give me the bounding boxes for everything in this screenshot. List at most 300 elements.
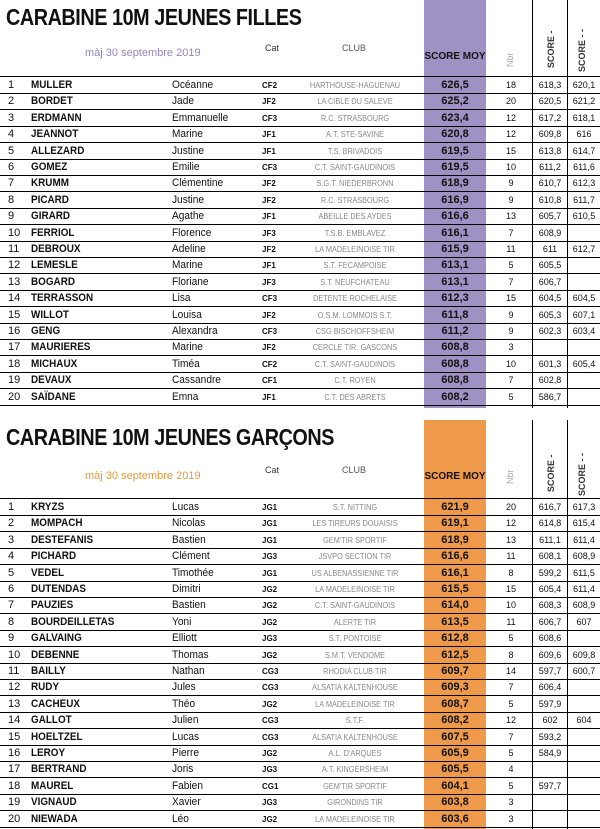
rank-cell: 3 <box>8 111 15 124</box>
last-name-cell: CACHEUX <box>31 697 80 710</box>
rank-cell: 13 <box>8 275 21 288</box>
average-score-cell: 612,5 <box>441 648 469 661</box>
first-name-cell: Marine <box>172 259 203 272</box>
club-cell: JSVPO SECTION TIR <box>318 552 392 562</box>
score-minus-minus-cell: 612,3 <box>572 178 596 189</box>
table-row <box>0 565 600 582</box>
rank-cell: 19 <box>8 374 21 387</box>
match-count-cell: 5 <box>508 748 514 758</box>
rank-cell: 18 <box>8 779 21 792</box>
rank-cell: 10 <box>8 226 21 239</box>
club-cell: S.T.F. <box>345 716 365 726</box>
score-minus-cell: 609,8 <box>538 129 562 140</box>
match-count-cell: 3 <box>508 797 514 808</box>
category-cell: JG3 <box>262 798 278 808</box>
category-cell: JG2 <box>262 814 278 824</box>
table-row <box>0 499 600 516</box>
last-name-cell: SAÏDANE <box>31 390 76 403</box>
category-cell: JF2 <box>262 97 276 107</box>
table-row <box>0 532 600 549</box>
average-score-cell: 605,5 <box>441 763 469 776</box>
average-score-cell: 619,5 <box>441 161 469 173</box>
category-cell: JF1 <box>262 261 276 271</box>
category-cell: JG3 <box>262 765 278 775</box>
average-score-cell: 616,6 <box>441 550 469 563</box>
score-minus-minus-cell: 610,5 <box>572 211 596 222</box>
first-name-cell: Marine <box>172 341 203 354</box>
average-score-cell: 620,8 <box>441 128 469 141</box>
table-row <box>0 778 600 795</box>
table-row <box>0 290 600 307</box>
rank-cell: 17 <box>8 763 21 776</box>
score-minus-minus-cell: 612,7 <box>572 244 596 254</box>
rank-cell: 17 <box>8 341 21 354</box>
rank-cell: 2 <box>8 517 15 530</box>
average-score-cell: 605,9 <box>441 747 469 759</box>
average-score-cell: 625,2 <box>441 95 469 108</box>
table-row <box>0 307 600 324</box>
match-count-cell: 12 <box>505 129 516 140</box>
first-name-cell: Justine <box>172 193 205 206</box>
club-cell: A.L. D'ARQUES <box>328 749 382 758</box>
boys-header-score: SCORE MOY <box>424 471 486 482</box>
first-name-cell: Justine <box>172 144 205 157</box>
club-cell: GEM'TIR SPORTIF <box>323 781 387 791</box>
category-cell: JG3 <box>262 634 278 644</box>
club-cell: C.T. ROYEN <box>334 376 376 386</box>
score-minus-cell: 597,7 <box>538 666 562 676</box>
category-cell: JG2 <box>262 601 278 611</box>
score-minus-cell: 610,8 <box>538 194 562 205</box>
first-name-cell: Marine <box>172 128 203 141</box>
table-row <box>0 745 600 762</box>
last-name-cell: FERRIOL <box>31 226 75 239</box>
club-cell: LA MADELEINOISE TIR <box>315 245 395 254</box>
first-name-cell: Florence <box>172 226 212 239</box>
score-minus-cell: 609,6 <box>538 649 562 660</box>
club-cell: R.C. STRASBOURG <box>320 195 390 205</box>
first-name-cell: Lisa <box>172 292 191 305</box>
rank-cell: 11 <box>8 243 20 255</box>
category-cell: CF1 <box>262 376 278 386</box>
category-cell: CG1 <box>262 781 279 791</box>
last-name-cell: BORDET <box>31 95 73 108</box>
match-count-cell: 5 <box>508 391 514 402</box>
average-score-cell: 608,2 <box>441 390 469 403</box>
match-count-cell: 9 <box>508 309 514 320</box>
score-minus-cell: 605,3 <box>538 309 562 320</box>
score-minus-cell: 618,3 <box>538 80 562 90</box>
category-cell: CF3 <box>262 294 278 304</box>
score-minus-minus-cell: 603,4 <box>572 326 596 336</box>
boys-header-score-minus: SCORE - <box>546 454 556 492</box>
average-score-cell: 608,7 <box>441 697 469 710</box>
table-row <box>0 110 600 127</box>
last-name-cell: GOMEZ <box>31 161 68 173</box>
last-name-cell: GALVAING <box>31 632 82 645</box>
table-row <box>0 225 600 242</box>
average-score-cell: 608,8 <box>441 341 469 354</box>
first-name-cell: Nathan <box>172 665 205 677</box>
average-score-cell: 604,1 <box>441 779 469 792</box>
category-cell: JG3 <box>262 552 278 562</box>
first-name-cell: Louisa <box>172 308 202 321</box>
rank-cell: 15 <box>8 730 21 743</box>
rank-cell: 20 <box>8 812 21 825</box>
rank-cell: 18 <box>8 357 21 370</box>
first-name-cell: Yoni <box>172 615 192 628</box>
first-name-cell: Clément <box>172 550 210 563</box>
first-name-cell: Bastien <box>172 533 206 546</box>
category-cell: JF1 <box>262 146 276 156</box>
boys-date: màj 30 septembre 2019 <box>85 470 201 482</box>
score-minus-cell: 606,7 <box>538 616 562 627</box>
score-minus-cell: 584,9 <box>538 748 562 758</box>
match-count-cell: 9 <box>508 194 514 205</box>
match-count-cell: 12 <box>505 112 516 123</box>
club-cell: LA MADELEINOISE TIR <box>315 699 395 709</box>
rank-cell: 16 <box>8 325 21 337</box>
table-row <box>0 175 600 192</box>
first-name-cell: Clémentine <box>172 177 224 190</box>
score-minus-minus-cell: 617,3 <box>572 502 596 512</box>
first-name-cell: Emmanuelle <box>172 111 229 124</box>
boys-section <box>0 420 600 829</box>
category-cell: CF3 <box>262 327 278 336</box>
score-minus-minus-cell: 608,9 <box>572 551 596 562</box>
rank-cell: 8 <box>8 615 15 628</box>
first-name-cell: Fabien <box>172 779 203 792</box>
category-cell: JF1 <box>262 130 276 140</box>
rank-cell: 20 <box>8 390 21 403</box>
category-cell: JF2 <box>262 343 276 353</box>
first-name-cell: Océanne <box>172 79 214 91</box>
last-name-cell: JEANNOT <box>31 128 79 141</box>
match-count-cell: 15 <box>505 145 516 156</box>
girls-header-nbr: Nbr <box>505 52 515 67</box>
rank-cell: 14 <box>8 292 21 305</box>
club-cell: S.T. PONTOISE <box>328 634 382 644</box>
last-name-cell: NIEWADA <box>31 812 78 825</box>
table-row <box>0 630 600 647</box>
rank-cell: 6 <box>8 161 15 173</box>
match-count-cell: 8 <box>508 649 514 660</box>
table-row <box>0 323 600 340</box>
first-name-cell: Floriane <box>172 275 209 288</box>
average-score-cell: 607,5 <box>441 730 469 743</box>
match-count-cell: 13 <box>505 534 516 545</box>
last-name-cell: BAILLY <box>31 665 66 677</box>
table-row <box>0 729 600 746</box>
score-minus-cell: 608,9 <box>538 227 562 238</box>
average-score-cell: 611,8 <box>441 308 469 321</box>
first-name-cell: Lucas <box>172 730 200 743</box>
club-cell: A.T. STE-SAVINE <box>326 130 384 140</box>
first-name-cell: Lucas <box>172 501 200 513</box>
first-name-cell: Jules <box>172 681 196 694</box>
last-name-cell: MAUREL <box>31 779 74 792</box>
club-cell: ALERTE TIR <box>333 617 377 627</box>
score-minus-minus-cell: 611,6 <box>573 162 595 172</box>
club-cell: LA MADELEINOISE TIR <box>315 585 395 594</box>
match-count-cell: 5 <box>508 780 514 791</box>
table-row <box>0 159 600 176</box>
rank-cell: 19 <box>8 796 21 809</box>
category-cell: JF3 <box>262 277 276 287</box>
score-minus-minus-cell: 604,5 <box>572 293 596 304</box>
category-cell: JF3 <box>262 228 276 238</box>
last-name-cell: ERDMANN <box>31 111 82 124</box>
category-cell: JG2 <box>262 585 278 594</box>
score-minus-cell: 614,8 <box>538 518 562 529</box>
score-minus-cell: 606,7 <box>538 276 562 287</box>
first-name-cell: Thomas <box>172 648 209 661</box>
score-minus-cell: 617,2 <box>538 112 562 123</box>
last-name-cell: LEMESLE <box>31 259 78 272</box>
score-minus-minus-cell: 616 <box>576 129 592 140</box>
match-count-cell: 10 <box>505 162 516 172</box>
score-minus-cell: 601,3 <box>538 358 562 369</box>
score-minus-cell: 613,8 <box>538 145 562 156</box>
category-cell: CF2 <box>262 81 278 90</box>
match-count-cell: 13 <box>505 211 516 222</box>
category-cell: JG2 <box>262 749 278 758</box>
club-cell: S.T. FECAMPOISE <box>323 261 387 271</box>
match-count-cell: 7 <box>508 276 514 287</box>
category-cell: CF3 <box>262 163 278 172</box>
first-name-cell: Emna <box>172 390 199 403</box>
score-minus-cell: 586,7 <box>538 391 562 402</box>
average-score-cell: 608,2 <box>441 714 469 727</box>
club-cell: C.T. DES ABRETS <box>324 392 386 402</box>
match-count-cell: 5 <box>508 698 514 709</box>
score-minus-cell: 604,5 <box>538 293 562 304</box>
average-score-cell: 611,2 <box>441 325 469 337</box>
girls-title: CARABINE 10M JEUNES FILLES <box>6 4 302 30</box>
last-name-cell: KRUMM <box>31 177 69 190</box>
club-cell: LES TIREURS DOUAISIS <box>312 519 398 529</box>
club-cell: RHODIA CLUB TIR <box>323 667 387 676</box>
boys-header-cat: Cat <box>265 465 280 475</box>
last-name-cell: KRYZS <box>31 501 65 513</box>
club-cell: ALSATIA KALTENHOUSE <box>312 732 398 742</box>
girls-header-cat: Cat <box>265 43 280 53</box>
match-count-cell: 11 <box>506 244 516 254</box>
category-cell: JG1 <box>262 568 278 578</box>
match-count-cell: 9 <box>508 178 514 189</box>
first-name-cell: Bastien <box>172 599 206 612</box>
club-cell: C.T. SAINT-GAUDINOIS <box>314 163 396 172</box>
match-count-cell: 10 <box>505 358 516 369</box>
last-name-cell: ALLEZARD <box>31 144 85 157</box>
average-score-cell: 612,3 <box>441 292 469 305</box>
score-minus-cell: 605,4 <box>538 584 562 594</box>
average-score-cell: 626,5 <box>441 79 469 91</box>
match-count-cell: 12 <box>505 518 516 529</box>
match-count-cell: 18 <box>505 80 516 90</box>
score-minus-minus-cell: 620,1 <box>572 80 596 90</box>
first-name-cell: Joris <box>172 763 194 776</box>
last-name-cell: DESTEFANIS <box>31 533 94 546</box>
table-row <box>0 339 600 356</box>
category-cell: CG3 <box>262 667 279 676</box>
club-cell: LA CIBLE DU SALEVE <box>317 97 393 107</box>
match-count-cell: 8 <box>508 567 514 578</box>
score-minus-cell: 608,3 <box>538 600 562 611</box>
table-row <box>0 761 600 778</box>
category-cell: JG1 <box>262 535 278 545</box>
category-cell: JG1 <box>262 503 278 512</box>
table-row <box>0 208 600 225</box>
match-count-cell: 9 <box>508 326 514 336</box>
last-name-cell: MAURIERES <box>31 341 91 354</box>
boys-header-nbr: Nbr <box>505 469 515 484</box>
last-name-cell: MULLER <box>31 79 73 91</box>
match-count-cell: 12 <box>505 715 516 726</box>
club-cell: A.T. KINGERSHEIM <box>321 765 389 775</box>
score-minus-cell: 620,5 <box>538 96 562 107</box>
rank-cell: 7 <box>8 599 15 612</box>
category-cell: JF2 <box>262 195 276 205</box>
first-name-cell: Théo <box>172 697 196 710</box>
table-row <box>0 597 600 614</box>
category-cell: JF2 <box>262 310 276 320</box>
table-row <box>0 241 600 258</box>
average-score-cell: 603,6 <box>441 812 469 825</box>
first-name-cell: Dimitri <box>172 583 201 595</box>
club-cell: S.T. NITTING <box>332 503 378 512</box>
rank-cell: 1 <box>8 501 15 513</box>
average-score-cell: 619,1 <box>441 517 469 530</box>
score-minus-cell: 605,5 <box>538 260 562 271</box>
rank-cell: 6 <box>8 583 15 595</box>
first-name-cell: Xavier <box>172 796 201 809</box>
category-cell: CG3 <box>262 716 279 726</box>
last-name-cell: WILLOT <box>31 308 69 321</box>
score-minus-cell: 606,4 <box>538 682 562 693</box>
match-count-cell: 5 <box>508 633 514 644</box>
category-cell: JG1 <box>262 519 278 529</box>
first-name-cell: Nicolas <box>172 517 206 530</box>
rank-cell: 4 <box>8 550 15 563</box>
first-name-cell: Alexandra <box>172 325 218 337</box>
club-cell: S.T. NEUFCHATEAU <box>320 277 390 287</box>
girls-header-club: CLUB <box>342 43 367 53</box>
last-name-cell: MICHAUX <box>31 357 78 370</box>
rank-cell: 10 <box>8 648 21 661</box>
match-count-cell: 4 <box>508 764 514 775</box>
club-cell: C.T. SAINT-GAUDINOIS <box>314 359 396 369</box>
score-minus-cell: 611,2 <box>539 162 561 172</box>
table-row <box>0 257 600 274</box>
table-row <box>0 712 600 729</box>
club-cell: GEM'TIR SPORTIF <box>323 535 387 545</box>
average-score-cell: 616,9 <box>441 193 469 206</box>
table-row <box>0 794 600 811</box>
rank-cell: 12 <box>8 681 21 694</box>
match-count-cell: 20 <box>505 502 516 512</box>
girls-date: màj 30 septembre 2019 <box>85 47 201 59</box>
average-score-cell: 609,7 <box>441 665 469 677</box>
rank-cell: 16 <box>8 747 21 759</box>
table-row <box>0 548 600 565</box>
score-minus-minus-cell: 608,9 <box>572 600 596 611</box>
last-name-cell: BOURDEILLETAS <box>31 615 115 628</box>
table-row <box>0 515 600 532</box>
average-score-cell: 608,8 <box>441 374 469 387</box>
last-name-cell: LEROY <box>31 747 66 759</box>
table-row <box>0 143 600 160</box>
rank-cell: 15 <box>8 308 21 321</box>
boys-title: CARABINE 10M JEUNES GARÇONS <box>6 424 335 450</box>
score-minus-cell: 602 <box>542 715 558 726</box>
boys-header-score-minus-minus: SCORE - - <box>577 452 587 496</box>
average-score-cell: 608,8 <box>441 357 469 370</box>
club-cell: DETENTE ROCHELAISE <box>313 294 397 304</box>
score-minus-cell: 602,3 <box>538 326 562 336</box>
last-name-cell: VIGNAUD <box>31 796 77 809</box>
score-minus-minus-cell: 607 <box>576 616 592 627</box>
score-minus-cell: 611,1 <box>539 534 561 545</box>
average-score-cell: 603,8 <box>441 796 469 809</box>
score-minus-minus-cell: 600,7 <box>572 666 596 676</box>
girls-header-score: SCORE MOY <box>424 51 486 62</box>
first-name-cell: Pierre <box>172 747 199 759</box>
rank-cell: 3 <box>8 533 15 546</box>
score-minus-cell: 597,7 <box>538 780 562 791</box>
category-cell: JF1 <box>262 392 276 402</box>
last-name-cell: DEBENNE <box>31 648 80 661</box>
club-cell: LA MADELEINOISE TIR <box>315 814 395 824</box>
rank-cell: 8 <box>8 193 15 206</box>
category-cell: CG3 <box>262 732 279 742</box>
first-name-cell: Agathe <box>172 210 205 223</box>
club-cell: US ALBENASSIENNE TIR <box>311 568 399 578</box>
table-row <box>0 663 600 680</box>
club-cell: S.G.T. NIEDERBRONN <box>316 179 394 189</box>
average-score-cell: 612,8 <box>441 632 469 645</box>
rank-cell: 13 <box>8 697 21 710</box>
girls-section <box>0 0 600 408</box>
first-name-cell: Julien <box>172 714 199 727</box>
club-cell: CERCLE TIR. GASCONS <box>312 343 398 353</box>
average-score-cell: 618,9 <box>441 533 469 546</box>
match-count-cell: 7 <box>508 375 514 386</box>
rank-cell: 2 <box>8 95 15 108</box>
score-minus-cell: 605,7 <box>538 211 562 222</box>
table-row <box>0 696 600 713</box>
match-count-cell: 11 <box>506 616 516 627</box>
table-row <box>0 647 600 664</box>
girls-header-score-minus-minus: SCORE - - <box>577 28 587 72</box>
average-score-cell: 615,5 <box>441 583 469 595</box>
first-name-cell: Elliott <box>172 632 197 645</box>
match-count-cell: 7 <box>508 227 514 238</box>
last-name-cell: VEDEL <box>31 566 65 579</box>
average-score-cell: 613,1 <box>441 259 469 272</box>
last-name-cell: GIRARD <box>31 210 71 223</box>
score-minus-minus-cell: 604 <box>576 715 592 726</box>
average-score-cell: 616,6 <box>441 210 469 223</box>
last-name-cell: PICHARD <box>31 550 77 563</box>
average-score-cell: 623,4 <box>441 111 469 124</box>
score-minus-minus-cell: 605,4 <box>572 358 596 369</box>
first-name-cell: Adeline <box>172 243 206 255</box>
rank-cell: 4 <box>8 128 15 141</box>
table-row <box>0 811 600 828</box>
score-minus-cell: 610,7 <box>538 178 562 189</box>
last-name-cell: DUTENDAS <box>31 583 87 595</box>
